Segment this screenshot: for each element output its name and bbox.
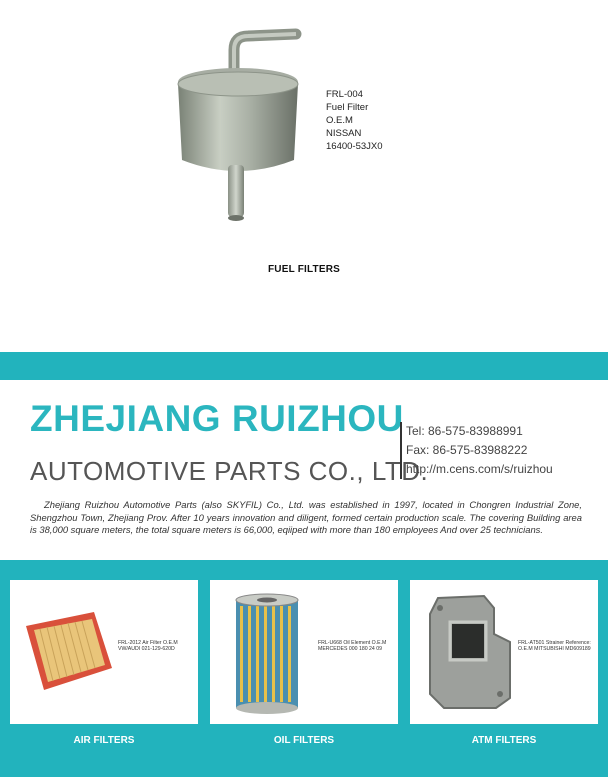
caption-line: Fuel Filter [326, 102, 369, 113]
air-filter-caption: FRL-2012 Air Filter O.E.M VW/AUDI 021-129-620D [118, 640, 178, 653]
url-link[interactable]: http://m.cens.com/s/ruizhou [406, 462, 553, 476]
oil-filter-card [210, 580, 398, 724]
tel-text: Tel: 86-575-83988991 [406, 424, 523, 438]
company-subtitle: AUTOMOTIVE PARTS CO., LTD. [30, 456, 429, 486]
products-section [0, 560, 608, 777]
oil-filters-label: OIL FILTERS [273, 735, 335, 746]
fuel-filters-title: FUEL FILTERS [267, 264, 341, 275]
fuel-filter-section [0, 0, 608, 352]
fuel-filter-caption [326, 88, 383, 153]
fax-text: Fax: 86-575-83988222 [406, 443, 528, 457]
caption-line: O.E.M [326, 115, 353, 126]
air-filter-card [10, 580, 198, 724]
atm-filter-caption: FRL-AT501 Strainer Reference: O.E.M MITSUBISHI MD609189 [518, 640, 591, 653]
oil-filter-image [232, 592, 302, 716]
caption-line: 16400-53JX0 [326, 141, 383, 152]
atm-filter-card [410, 580, 598, 724]
fuel-filter-image [168, 20, 308, 225]
company-section [0, 380, 608, 580]
description-text: Zhejiang Ruizhou Automotive Parts (also SKYFIL) Co., Ltd. was established in 1997, located in Chongren Industrial Zone, Shengzhou Town, Zhejiang Prov. After 10 years innovation and diligent, formed certain production scale. The covering Building area is 38,000 square meters, the total square meters is 66,000, eqiiped with more than 180 employees And over 25 technicians. [30, 499, 582, 536]
oil-filter-caption: FRL-U668 Oil Element O.E.M MERCEDES 000 180 24 09 [318, 640, 387, 653]
company-description [30, 499, 582, 537]
caption-line: FRL-004 [326, 89, 363, 100]
contact-info [400, 422, 553, 479]
atm-filters-label: ATM FILTERS [471, 735, 537, 746]
air-filter-image [22, 610, 114, 692]
accent-band [0, 352, 608, 380]
air-filters-label: AIR FILTERS [73, 735, 135, 746]
atm-filter-image [424, 594, 516, 712]
company-name: ZHEJIANG RUIZHOU [30, 398, 404, 439]
caption-line: NISSAN [326, 128, 362, 139]
